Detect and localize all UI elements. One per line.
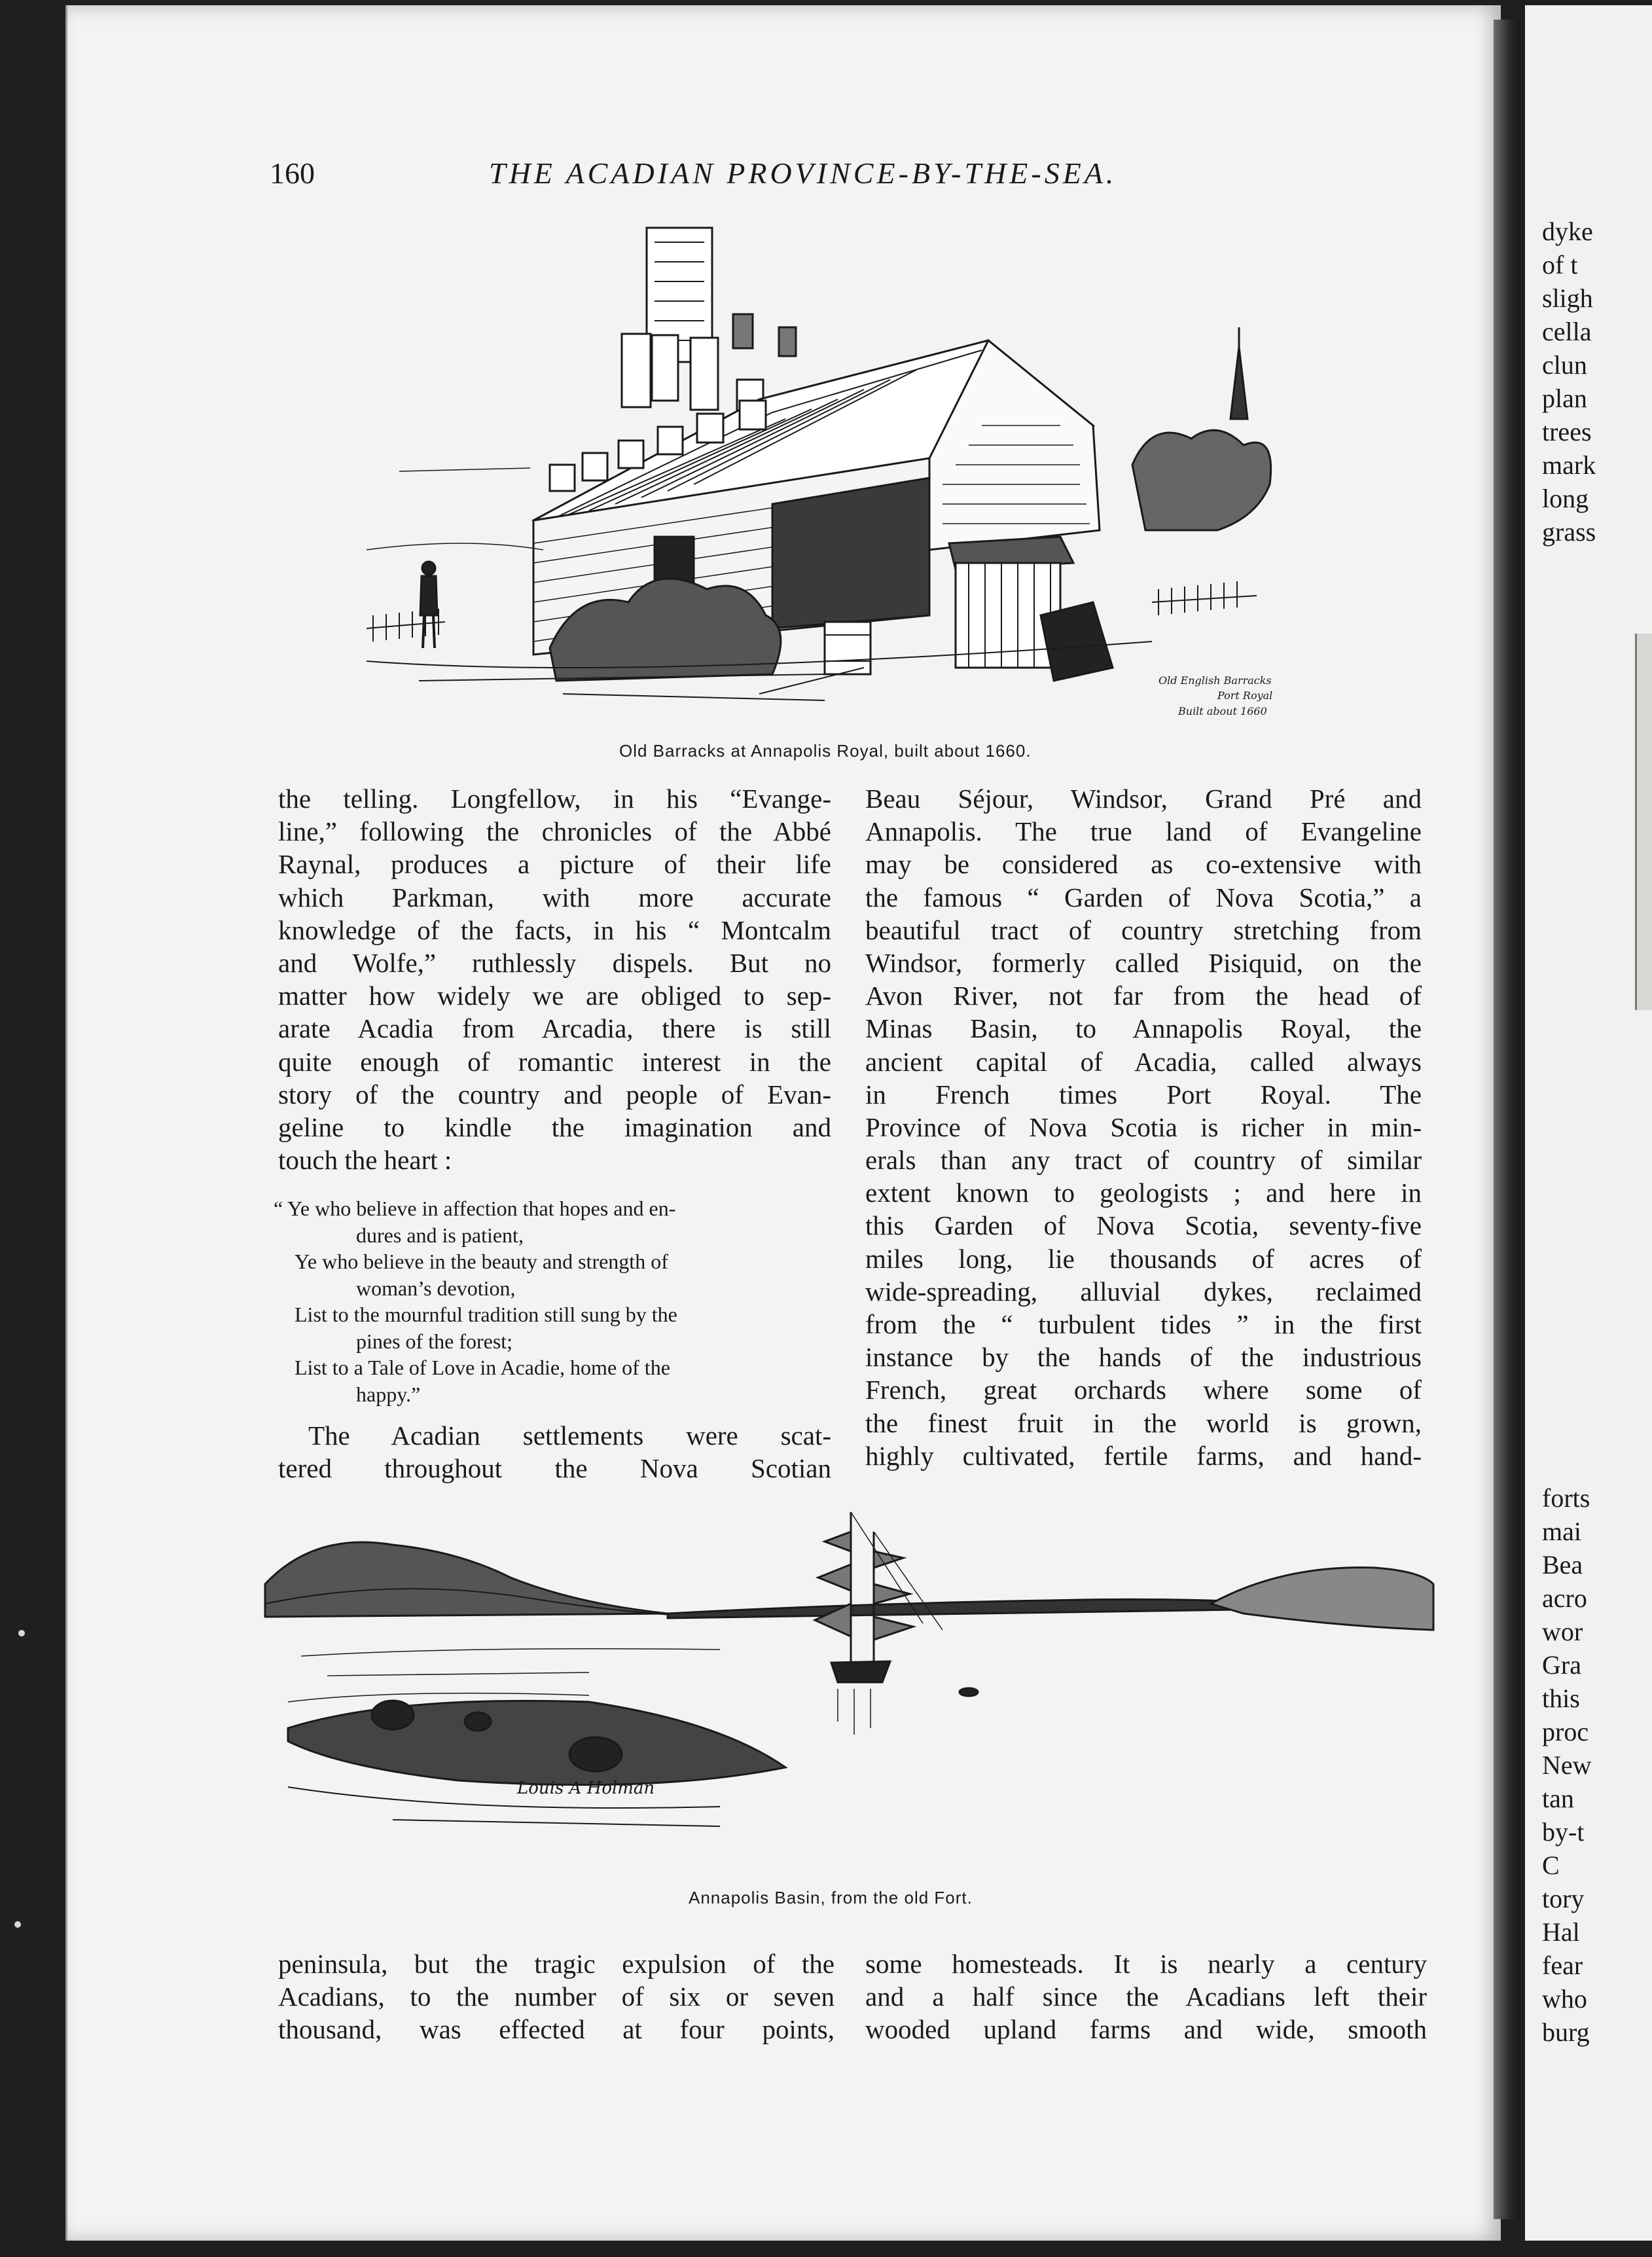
poem-line: pines of the forest; bbox=[356, 1329, 513, 1353]
text-column-left-continued bbox=[278, 1419, 831, 1485]
text-line: the famous “ Garden of Nova Scotia,” a bbox=[865, 882, 1422, 912]
chimney bbox=[691, 338, 718, 410]
running-head bbox=[270, 156, 1291, 195]
facing-line: Gra bbox=[1542, 1650, 1581, 1680]
facing-line: tory bbox=[1542, 1884, 1585, 1913]
inscription-line: Old English Barracks bbox=[1158, 674, 1272, 687]
poem-line: “ Ye who believe in affection that hopes and en- bbox=[274, 1197, 676, 1220]
text-line: which Parkman, with more accurate bbox=[278, 882, 831, 912]
text-line: touch the heart : bbox=[278, 1145, 452, 1176]
facing-line: C bbox=[1542, 1851, 1560, 1880]
text-line: from the “ turbulent tides ” in the first bbox=[865, 1309, 1422, 1339]
poem-line: Ye who believe in the beauty and strength of bbox=[295, 1250, 668, 1273]
scan-speck bbox=[18, 1630, 25, 1636]
text-line: knowledge of the facts, in his “ Montcalm bbox=[278, 914, 831, 945]
page-number: 160 bbox=[270, 156, 315, 190]
text-column-left bbox=[278, 782, 831, 1176]
text-line: line,” following the chronicles of the Abbé bbox=[278, 816, 831, 847]
facing-line: wor bbox=[1542, 1617, 1583, 1646]
facing-line: forts bbox=[1542, 1483, 1590, 1513]
text-line: miles long, lie thousands of acres of bbox=[865, 1243, 1422, 1274]
text-line: the telling. Longfellow, in his “Evange- bbox=[278, 784, 831, 814]
facing-line: trees bbox=[1542, 417, 1592, 446]
text-line: matter how widely we are obliged to sep- bbox=[278, 981, 831, 1011]
text-line: story of the country and people of Evan- bbox=[278, 1079, 831, 1110]
text-line: in French times Port Royal. The bbox=[865, 1079, 1422, 1110]
facing-line: mark bbox=[1542, 450, 1596, 480]
poem-line: List to the mournful tradition still sung by the bbox=[295, 1303, 677, 1326]
text-line: The Acadian settlements were scat- bbox=[308, 1420, 831, 1451]
facing-line: of t bbox=[1542, 250, 1578, 280]
text-line: extent known to geologists ; and here in bbox=[865, 1178, 1422, 1208]
text-line: French, great orchards where some of bbox=[865, 1375, 1422, 1405]
poem-line: List to a Tale of Love in Acadie, home of the bbox=[295, 1356, 670, 1379]
text-line: geline to kindle the imagination and bbox=[278, 1111, 831, 1142]
facing-line: plan bbox=[1542, 384, 1587, 413]
text-line: tered throughout the Nova Scotian bbox=[278, 1453, 831, 1484]
facing-line: by-t bbox=[1542, 1817, 1585, 1847]
facing-line: long bbox=[1542, 484, 1589, 513]
running-title: THE ACADIAN PROVINCE-BY-THE-SEA. bbox=[489, 156, 1117, 190]
text-line: Windsor, formerly called Pisiquid, on the bbox=[865, 947, 1422, 978]
facing-line: burg bbox=[1542, 2017, 1590, 2047]
facing-line: New bbox=[1542, 1750, 1592, 1780]
figure-caption: Old Barracks at Annapolis Royal, built about 1660. bbox=[619, 741, 1032, 761]
artist-signature: Louis A Holman bbox=[517, 1779, 655, 1798]
figure-caption: Annapolis Basin, from the old Fort. bbox=[689, 1888, 973, 1907]
text-line: beautiful tract of country stretching from bbox=[865, 914, 1422, 945]
text-line: Avon River, not far from the head of bbox=[865, 981, 1422, 1011]
text-line: wide-spreading, alluvial dykes, reclaimed bbox=[865, 1276, 1422, 1307]
text-line: may be considered as co-extensive with bbox=[865, 849, 1422, 880]
chimney bbox=[622, 334, 651, 407]
text-column-right-bottom bbox=[865, 1947, 1427, 2046]
text-line: ancient capital of Acadia, called always bbox=[865, 1046, 1422, 1077]
facing-line: tan bbox=[1542, 1784, 1574, 1813]
text-line: highly cultivated, fertile farms, and hand- bbox=[865, 1440, 1422, 1471]
facing-line: sligh bbox=[1542, 283, 1593, 313]
facing-line: acro bbox=[1542, 1583, 1587, 1613]
text-line: thousand, was effected at four points, bbox=[278, 2014, 835, 2045]
text-line: arate Acadia from Arcadia, there is still bbox=[278, 1013, 831, 1044]
facing-line: who bbox=[1542, 1984, 1587, 2013]
text-line: Beau Séjour, Windsor, Grand Pré and bbox=[865, 784, 1422, 814]
text-line: some homesteads. It is nearly a century bbox=[865, 1949, 1427, 1979]
page-gutter bbox=[1494, 20, 1520, 2219]
text-column-right bbox=[865, 782, 1422, 1472]
facing-page-top-text bbox=[1542, 215, 1596, 549]
inscription-line: Built about 1660 bbox=[1178, 705, 1267, 717]
facing-page bbox=[1525, 5, 1652, 2241]
facing-line: dyke bbox=[1542, 217, 1593, 246]
text-line: erals than any tract of country of similar bbox=[865, 1145, 1422, 1176]
facing-line: this bbox=[1542, 1684, 1580, 1713]
scan-speck bbox=[14, 1921, 21, 1928]
facing-page-plate bbox=[1635, 634, 1652, 1010]
facing-line: clun bbox=[1542, 350, 1587, 380]
text-line: and Wolfe,” ruthlessly dispels. But no bbox=[278, 947, 831, 978]
facing-line: mai bbox=[1542, 1517, 1581, 1546]
facing-line: Bea bbox=[1542, 1550, 1583, 1580]
text-line: Acadians, to the number of six or seven bbox=[278, 1981, 835, 2012]
poem-line: woman’s devotion, bbox=[356, 1276, 516, 1300]
text-line: the finest fruit in the world is grown, bbox=[865, 1407, 1422, 1438]
barracks-illustration bbox=[367, 223, 1335, 733]
text-line: peninsula, but the tragic expulsion of the bbox=[278, 1949, 835, 1979]
poem-line: dures and is patient, bbox=[356, 1223, 524, 1247]
text-line: Raynal, produces a picture of their life bbox=[278, 849, 831, 880]
text-line: and a half since the Acadians left their bbox=[865, 1981, 1427, 2012]
text-column-left-bottom bbox=[278, 1947, 835, 2046]
text-line: Province of Nova Scotia is richer in min- bbox=[865, 1111, 1422, 1142]
facing-line: cella bbox=[1542, 317, 1592, 346]
text-line: this Garden of Nova Scotia, seventy-five bbox=[865, 1210, 1422, 1241]
inscription-line: Port Royal bbox=[1217, 689, 1273, 702]
facing-page-bottom-text bbox=[1542, 1481, 1592, 2049]
text-line: instance by the hands of the industrious bbox=[865, 1342, 1422, 1373]
basin-illustration bbox=[262, 1506, 1440, 1846]
poem-quotation bbox=[274, 1195, 836, 1407]
facing-line: fear bbox=[1542, 1951, 1583, 1980]
text-line: wooded upland farms and wide, smooth bbox=[865, 2014, 1427, 2045]
facing-line: grass bbox=[1542, 517, 1596, 547]
poem-line: happy.” bbox=[356, 1382, 421, 1406]
facing-line: proc bbox=[1542, 1717, 1589, 1746]
text-line: Annapolis. The true land of Evangeline bbox=[865, 816, 1422, 847]
facing-line: Hal bbox=[1542, 1917, 1580, 1947]
text-line: quite enough of romantic interest in the bbox=[278, 1046, 831, 1077]
text-line: Minas Basin, to Annapolis Royal, the bbox=[865, 1013, 1422, 1044]
